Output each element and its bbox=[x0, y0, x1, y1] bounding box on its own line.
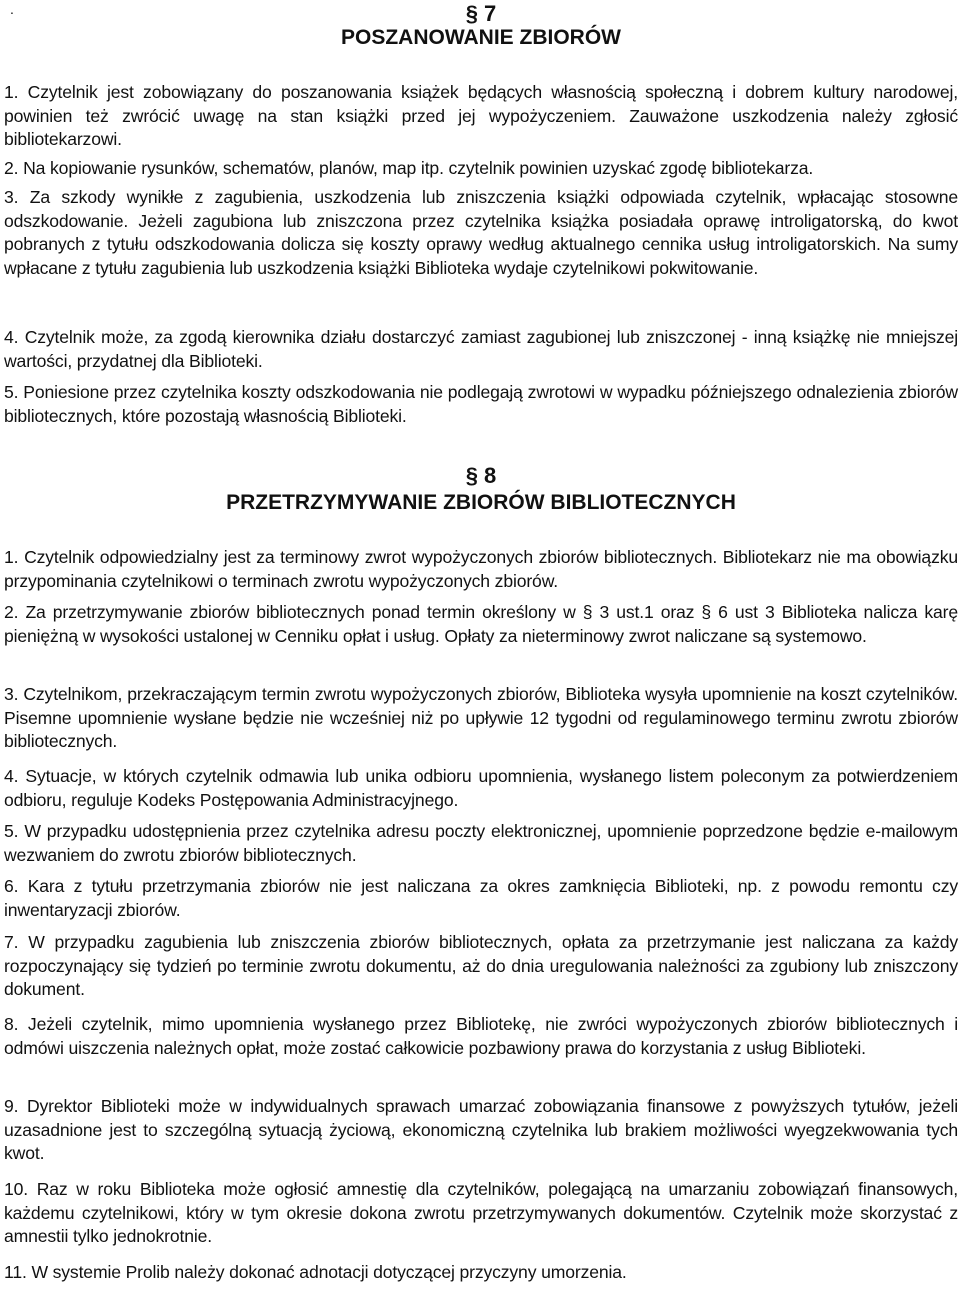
section-7-paragraph-4: 4. Czytelnik może, za zgodą kierownika działu dostarczyć zamiast zagubionej lub zniszczonej - inną książkę nie mniejszej wartości, przydatnej dla Biblioteki. bbox=[4, 327, 958, 371]
page-marker: . bbox=[10, 1, 14, 17]
section-8-paragraph-10: 10. Raz w roku Biblioteka może ogłosić amnestię dla czytelników, polegającą na umarzaniu zobowiązań finansowych, każdemu czytelnikowi, który w tym okresie dokona zwrotu przetrzymywanych dokumentów. Czytelnik może skorzystać z amnestii tylko jednokrotnie. bbox=[4, 1179, 958, 1247]
section-8-paragraph-7: 7. W przypadku zagubienia lub zniszczenia zbiorów bibliotecznych, opłata za przetrzymanie jest naliczana za każdy rozpoczynający się tydzień po terminie zwrotu dokumentu, aż do dnia uregulowania należności za zgubiony lub zniszczony dokument. bbox=[4, 932, 958, 1000]
section-7-paragraph-5: 5. Poniesione przez czytelnika koszty odszkodowania nie podlegają zwrotowi w wypadku późniejszego odnalezienia zbiorów bibliotecznych, które pozostają własnością Biblioteki. bbox=[4, 382, 958, 426]
section-8-paragraph-4: 4. Sytuacje, w których czytelnik odmawia lub unika odbioru upomnienia, wysłanego listem poleconym za potwierdzeniem odbioru, reguluje Kodeks Postępowania Administracyjnego. bbox=[4, 766, 958, 810]
section-8-paragraph-5: 5. W przypadku udostępnienia przez czytelnika adresu poczty elektronicznej, upomnienie poprzedzone będzie e-mailowym wezwaniem do zwrotu zbiorów bibliotecznych. bbox=[4, 821, 958, 865]
section-7-paragraph-3: 3. Za szkody wynikłe z zagubienia, uszkodzenia lub zniszczenia książki odpowiada czytelnik, wpłacając stosowne odszkodowanie. Jeżeli zagubiona lub zniszczona przez czytelnika książka posiadała oprawę introligatorską, do kwot pobranych z tytułu odszkodowania dolicza się koszty oprawy według aktualnego cennika usług introligatorskich. Na sumy wpłacane z tytułu zagubienia lub uszkodzenia książki Biblioteka wydaje czytelnikowi pokwitowanie. bbox=[4, 187, 958, 278]
section-8-paragraph-9: 9. Dyrektor Biblioteki może w indywidualnych sprawach umarzać zobowiązania finansowe z powyższych tytułów, jeżeli uzasadnione jest to szczególną sytuacją życiową, ekonomiczną czytelnika lub brakiem możliwości wyegzekwowania tych kwot. bbox=[4, 1096, 958, 1164]
section-8-paragraph-3: 3. Czytelnikom, przekraczającym termin zwrotu wypożyczonych zbiorów, Biblioteka wysyła upomnienie na koszt czytelników. Pisemne upomnienie wysłane będzie nie wcześniej niż po upływie 12 tygodni od regulaminowego terminu zwrotu zbiorów bibliotecznych. bbox=[4, 684, 958, 752]
section-8-paragraph-6: 6. Kara z tytułu przetrzymania zbiorów nie jest naliczana za okres zamknięcia Biblioteki, np. z powodu remontu czy inwentaryzacji zbiorów. bbox=[4, 876, 958, 920]
section-8-paragraph-2: 2. Za przetrzymywanie zbiorów bibliotecznych ponad termin określony w § 3 ust.1 oraz § 6 ust 3 Biblioteka nalicza karę pieniężną w wysokości ustalonej w Cenniku opłat i usług. Opłaty za nieterminowy zwrot naliczane są systemowo. bbox=[4, 602, 958, 646]
section-7-number: § 7 bbox=[465, 1, 497, 26]
section-7-title: POSZANOWANIE ZBIORÓW bbox=[341, 26, 621, 49]
section-8-title: PRZETRZYMYWANIE ZBIORÓW BIBLIOTECZNYCH bbox=[226, 491, 736, 514]
section-7-paragraph-1: 1. Czytelnik jest zobowiązany do poszanowania książek będących własnością społeczną i dobrem kultury narodowej, powinien też zwrócić uwagę na stan książki przed jej wypożyczeniem. Zauważone uszkodzenia należy zgłosić bibliotekarzowi. bbox=[4, 82, 958, 150]
section-8-number: § 8 bbox=[465, 463, 497, 488]
section-8-paragraph-1: 1. Czytelnik odpowiedzialny jest za terminowy zwrot wypożyczonych zbiorów bibliotecznych. Bibliotekarz nie ma obowiązku przypominania czytelnikowi o terminach zwrotu wypożyczonych zbiorów. bbox=[4, 547, 958, 591]
section-8-paragraph-8: 8. Jeżeli czytelnik, mimo upomnienia wysłanego przez Bibliotekę, nie zwróci wypożyczonych zbiorów bibliotecznych i odmówi uiszczenia należnych opłat, może zostać całkowicie pozbawiony prawa do korzystania z usług Biblioteki. bbox=[4, 1014, 958, 1058]
section-8-paragraph-11: 11. W systemie Prolib należy dokonać adnotacji dotyczącej przyczyny umorzenia. bbox=[4, 1262, 627, 1282]
section-7-paragraph-2: 2. Na kopiowanie rysunków, schematów, planów, map itp. czytelnik powinien uzyskać zgodę bibliotekarza. bbox=[4, 158, 814, 178]
